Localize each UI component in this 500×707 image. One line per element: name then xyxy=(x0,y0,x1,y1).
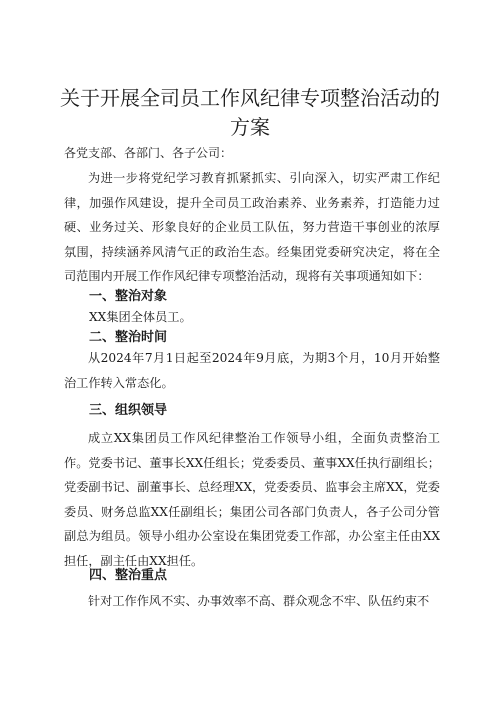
section-heading-leadership: 三、组织领导 xyxy=(89,403,168,418)
section-heading-targets: 一、整治对象 xyxy=(89,289,168,304)
section-text-leadership: 成立XX集团员工作风纪律整治工作领导小组，全面负责整治工作。党委书记、董事长XX任组长；党委委员、董事XX任执行副组长；党委副书记、副董事长、总经理XX，党委委员、监事会主席XX，党委委员、财务总监XX任副组长；集团公司各部门负责人，各子公司分管副总为组员。领导小组办公室设在集团党委工作部，办公室主任由XX担任，副主任由XX担任。 xyxy=(64,431,440,568)
document-title: 关于开展全司员工作风纪律专项整治活动的方案 xyxy=(60,86,440,139)
section-text-targets: XX集团全体员工。 xyxy=(89,310,192,324)
section-text-focus: 针对工作作风不实、办事效率不高、群众观念不牢、队伍约束不 xyxy=(88,594,430,608)
intro-paragraph: 为进一步将党纪学习教育抓紧抓实、引向深入，切实严肃工作纪律，加强作风建设，提升全司员工政治素养、业务素养，打造能力过硬、业务过关、形象良好的企业员工队伍，努力营造干事创业的浓厚氛围，持续涵养风清气正的政治生态。经集团党委研究决定，将在全司范围内开展工作作风纪律专项整治活动，现将有关事项通知如下： xyxy=(64,171,440,284)
section-heading-focus: 四、整治重点 xyxy=(89,568,168,583)
section-text-time: 从2024年7月1日起至2024年9月底，为期3个月，10月开始整治工作转入常态化。 xyxy=(64,351,440,390)
section-heading-time: 二、整治时间 xyxy=(89,330,168,345)
salutation: 各党支部、各部门、各子公司： xyxy=(64,146,233,160)
